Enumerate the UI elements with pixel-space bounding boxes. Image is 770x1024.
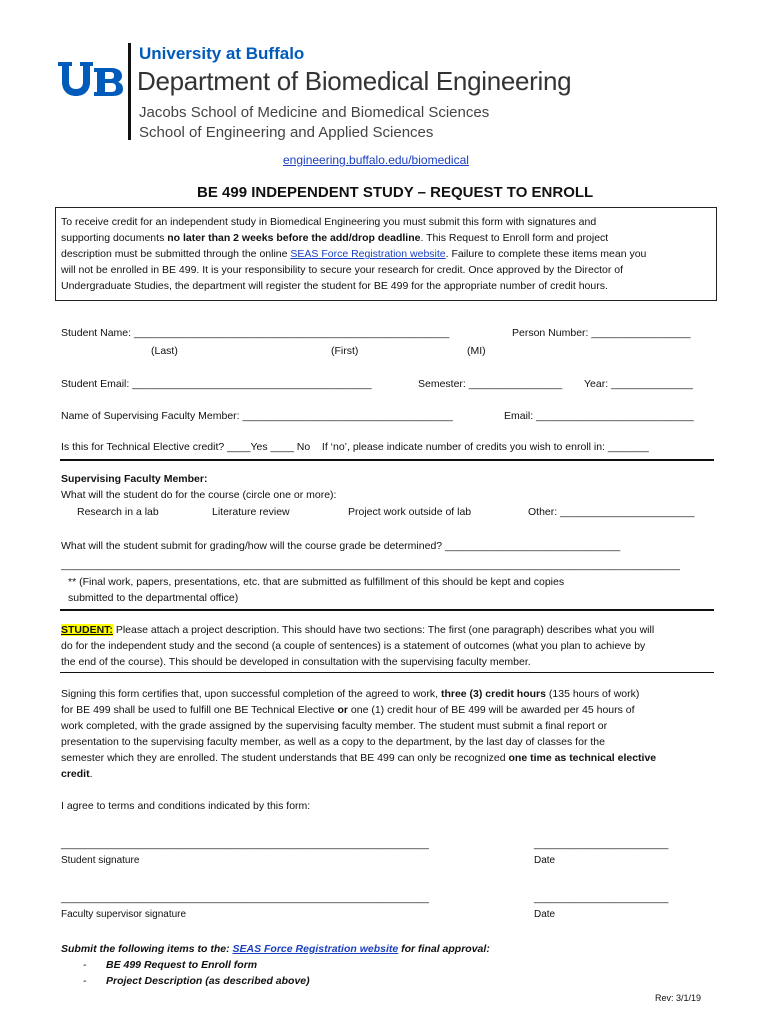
grading-note-1: ** (Final work, papers, presentations, etc. that are submitted as fulfillment of this should be kept and copies xyxy=(68,576,565,588)
course-activity-question: What will the student do for the course (circle one or more): xyxy=(61,489,337,501)
student-instructions-line-2: do for the independent study and the second (a couple of sentences) is a statement of outcomes (what you plan to achieve by xyxy=(61,640,646,652)
faculty-date-line[interactable]: _______________________ xyxy=(534,892,669,904)
middle-initial-label: (MI) xyxy=(467,345,486,357)
student-label: STUDENT: xyxy=(61,624,113,636)
university-name: University at Buffalo xyxy=(139,44,305,63)
student-instructions-line-1: STUDENT: Please attach a project description. This should have two sections: The first (one paragraph) describes what you will xyxy=(61,624,655,636)
option-literature[interactable]: Literature review xyxy=(212,506,290,518)
section-divider-3 xyxy=(60,672,714,673)
certification-line-3: work completed, with the grade assigned by the supervising faculty member. The student must submit a final report or xyxy=(61,720,608,732)
supervisor-name-field[interactable]: Name of Supervising Faculty Member: ____________________________________ xyxy=(61,410,453,422)
school-name-1: Jacobs School of Medicine and Biomedical Sciences xyxy=(139,104,490,121)
grading-note-2: submitted to the departmental office) xyxy=(68,592,239,604)
ub-logo xyxy=(58,62,124,101)
student-date-line[interactable]: _______________________ xyxy=(534,838,669,850)
logo-divider xyxy=(128,43,131,140)
submit-instructions: Submit the following items to the: SEAS Force Registration website for final approval: xyxy=(61,943,490,955)
ub-monogram-icon xyxy=(58,62,124,96)
intro-line-4: will not be enrolled in BE 499. It is your responsibility to secure your research for credit. Once approved by the Director of xyxy=(61,264,624,276)
certification-text xyxy=(61,686,721,782)
intro-line-3: description must be submitted through the online SEAS Force Registration website. Failure to complete these items mean you xyxy=(61,248,647,260)
first-name-label: (First) xyxy=(331,345,359,357)
option-other[interactable]: Other: _______________________ xyxy=(528,506,695,518)
intro-line-1: To receive credit for an independent study in Biomedical Engineering you must submit this form with signatures and xyxy=(61,216,597,228)
certification-line-4: presentation to the supervising faculty member, as well as a copy to the department, by the last day of classes for the xyxy=(61,736,605,748)
agreement-statement: I agree to terms and conditions indicated by this form: xyxy=(61,800,311,812)
student-email-field[interactable]: Student Email: _________________________________________ xyxy=(61,378,372,390)
faculty-signature-label: Faculty supervisor signature xyxy=(61,909,187,920)
department-name: Department of Biomedical Engineering xyxy=(137,66,572,96)
intro-line-2: supporting documents no later than 2 weeks before the add/drop deadline. This Request to Enroll form and project xyxy=(61,232,609,244)
year-field[interactable]: Year: ______________ xyxy=(584,378,693,390)
intro-line-5: Undergraduate Studies, the department will register the student for BE 499 for the appropriate number of credit hours. xyxy=(61,280,608,292)
faculty-signature-line[interactable]: _______________________________________________________________ xyxy=(61,892,429,904)
department-website-link[interactable]: engineering.buffalo.edu/biomedical xyxy=(283,153,469,167)
revision-date: Rev: 3/1/19 xyxy=(655,993,702,1003)
faculty-date-label: Date xyxy=(534,909,556,920)
certification-line-5: semester which they are enrolled. The student understands that BE 499 can only be recognized one time as technical elective xyxy=(61,752,657,764)
grading-answer-line[interactable]: __________________________________________________________________________________________________________ xyxy=(61,559,680,571)
person-number-field[interactable]: Person Number: _________________ xyxy=(512,327,691,339)
certification-line-1: Signing this form certifies that, upon successful completion of the agreed to work, three (3) credit hours (135 hours of work) xyxy=(61,688,640,700)
section-divider-1 xyxy=(60,459,714,461)
faculty-section-heading: Supervising Faculty Member: xyxy=(61,473,208,485)
submit-item-1: - BE 499 Request to Enroll form xyxy=(83,959,258,971)
certification-line-6: credit. xyxy=(61,768,93,780)
certification-line-2: for BE 499 shall be used to fulfill one BE Technical Elective or one (1) credit hour of BE 499 will be awarded per 45 hours of xyxy=(61,704,635,716)
option-research[interactable]: Research in a lab xyxy=(77,506,159,518)
section-divider-2 xyxy=(60,609,714,611)
student-date-label: Date xyxy=(534,855,556,866)
school-name-2: School of Engineering and Applied Sciences xyxy=(139,124,434,141)
form-title: BE 499 INDEPENDENT STUDY – REQUEST TO ENROLL xyxy=(197,184,594,201)
student-instructions-line-3: the end of the course). This should be developed in consultation with the supervising faculty member. xyxy=(61,656,531,668)
student-signature-label: Student signature xyxy=(61,855,140,866)
technical-elective-question[interactable]: Is this for Technical Elective credit? ____Yes ____ No If ‘no’, please indicate number of credits you wish to enroll in: _______ xyxy=(61,441,649,453)
option-project-work[interactable]: Project work outside of lab xyxy=(348,506,472,518)
submit-item-2: - Project Description (as described above) xyxy=(83,975,310,987)
seas-force-link[interactable]: SEAS Force Registration website xyxy=(290,248,446,260)
supervisor-email-field[interactable]: Email: ___________________________ xyxy=(504,410,694,422)
student-signature-line[interactable]: _______________________________________________________________ xyxy=(61,838,429,850)
grading-question[interactable]: What will the student submit for grading/how will the course grade be determined? ______________________________ xyxy=(61,540,621,552)
seas-force-link-2[interactable]: SEAS Force Registration website xyxy=(232,943,399,955)
student-name-field[interactable]: Student Name: ______________________________________________________ xyxy=(61,327,450,339)
intro-text xyxy=(61,214,717,294)
student-instructions xyxy=(61,622,721,670)
semester-field[interactable]: Semester: ________________ xyxy=(418,378,563,390)
last-name-label: (Last) xyxy=(151,345,178,357)
